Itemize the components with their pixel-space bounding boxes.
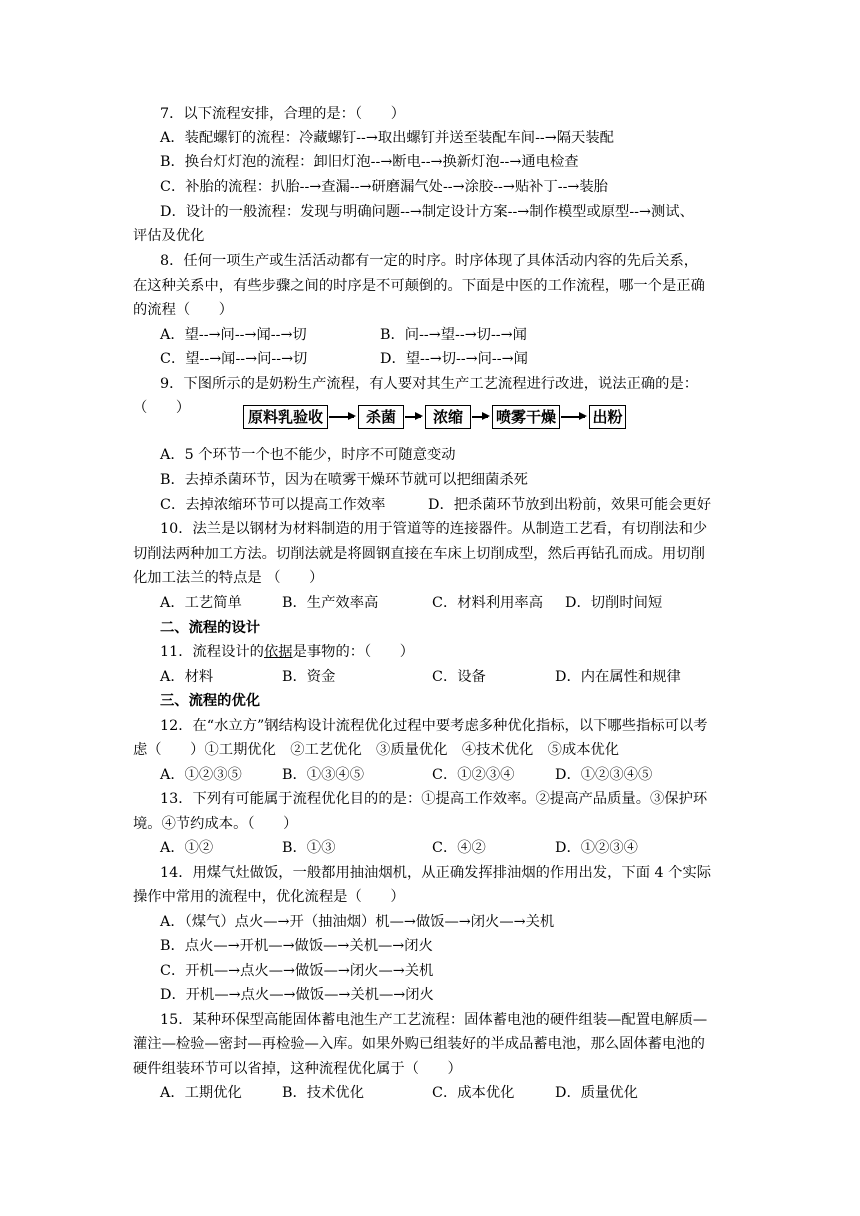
q15-option-d: D．质量优化	[555, 1085, 638, 1101]
q12-stem-1: 12．在“水立方”钢结构设计流程优化过程中要考虑多种优化指标，以下哪些指标可以考	[160, 718, 708, 734]
q9-option-d: D．把杀菌环节放到出粉前，效果可能会更好	[428, 497, 712, 513]
q13-option-a: A．①②	[160, 840, 214, 856]
q11-option-d: D．内在属性和规律	[555, 669, 681, 685]
q10-stem-2: 切削法两种加工方法。切削法就是将圆钢直接在车床上切削成型，然后再钻孔而成。用切削	[133, 546, 705, 562]
q7-stem: 7．以下流程安排，合理的是：（ ）	[160, 106, 405, 122]
q10-option-c: C．材料利用率高	[432, 595, 544, 611]
q15-stem-2: 灌注—检验—密封—再检验—入库。如果外购已组装好的半成品蓄电池，那么固体蓄电池的	[133, 1036, 705, 1052]
q9-option-a: A．5 个环节一个也不能少，时序不可随意变动	[160, 447, 456, 463]
q14-option-c: C．开机—→点火—→做饭—→闭火—→关机	[160, 963, 434, 979]
q12-option-c: C．①②③④	[432, 767, 515, 783]
q8-option-c: C．望--→闻--→问--→切	[160, 351, 308, 367]
q10-option-a: A．工艺简单	[160, 595, 242, 611]
q10-stem-1: 10．法兰是以钢材为材料制造的用于管道等的连接器件。从制造工艺看，有切削法和少	[160, 521, 708, 537]
q11-option-a: A．材料	[160, 669, 214, 685]
flow-arrow	[472, 416, 488, 418]
q11-stem-post: 是事物的：（ ）	[292, 644, 415, 660]
q8-option-d: D．望--→切--→问--→闻	[380, 351, 528, 367]
q15-option-b: B．技术优化	[282, 1085, 364, 1101]
flow-step-spray-dry: 喷雾干燥	[492, 405, 560, 429]
q8-stem-2: 在这种关系中，有些步骤之间的时序是不可颠倒的。下面是中医的工作流程，哪一个是正确	[133, 278, 705, 294]
q7-option-b: B．换台灯灯泡的流程：卸旧灯泡--→断电--→换新灯泡--→通电检查	[160, 154, 579, 170]
q13-option-d: D．①②③④	[555, 840, 638, 856]
q12-option-a: A．①②③⑤	[160, 767, 242, 783]
q12-option-b: B．①③④⑤	[282, 767, 364, 783]
q14-option-b: B．点火—→开机—→做饭—→关机—→闭火	[160, 938, 433, 954]
q11-stem-pre: 11．流程设计的	[160, 644, 264, 660]
flow-step-output: 出粉	[589, 405, 626, 429]
q11-option-b: B．资金	[282, 669, 336, 685]
q7-option-d: D．设计的一般流程：发现与明确问题--→制定设计方案--→制作模型或原型--→测试、	[160, 204, 694, 220]
q15-stem-3: 硬件组装环节可以省掉，这种流程优化属于（ ）	[133, 1061, 462, 1077]
q9-option-c: C．去掉浓缩环节可以提高工作效率	[160, 497, 386, 513]
q12-option-d: D．①②③④⑤	[555, 767, 653, 783]
section-heading-design: 二、流程的设计	[160, 620, 261, 636]
q9-option-b: B．去掉杀菌环节，因为在喷雾干燥环节就可以把细菌杀死	[160, 472, 528, 488]
flow-step-concentrate: 浓缩	[425, 405, 471, 429]
q7-option-c: C．补胎的流程：扒胎--→查漏--→研磨漏气处--→涂胶--→贴补丁--→装胎	[160, 179, 608, 195]
q10-option-d: D．切削时间短	[565, 595, 663, 611]
q14-option-d: D．开机—→点火—→做饭—→关机—→闭火	[160, 987, 434, 1003]
q14-stem-1: 14．用煤气灶做饭，一般都用抽油烟机，从正确发挥排油烟的作用出发，下面 4 个实际	[160, 865, 712, 881]
q15-option-c: C．成本优化	[432, 1085, 515, 1101]
q13-option-c: C．④②	[432, 840, 486, 856]
q13-stem-2: 境。④节约成本。（ ）	[133, 816, 298, 832]
q8-option-a: A．望--→问--→闻--→切	[160, 327, 307, 343]
flow-step-sterilize: 杀菌	[358, 405, 404, 429]
q14-stem-2: 操作中常用的流程中，优化流程是（ ）	[133, 889, 405, 905]
q15-stem-1: 15．某种环保型高能固体蓄电池生产工艺流程：固体蓄电池的硬件组装—配置电解质—	[160, 1012, 708, 1028]
q7-option-a: A．装配螺钉的流程：冷藏螺钉--→取出螺钉并送至装配车间--→隔天装配	[160, 130, 614, 146]
q9-stem-1: 9．下图所示的是奶粉生产流程，有人要对其生产工艺流程进行改进，说法正确的是：	[160, 376, 699, 392]
q10-option-b: B．生产效率高	[282, 595, 379, 611]
flow-step-raw-milk: 原料乳验收	[243, 405, 328, 429]
flow-arrow	[329, 416, 354, 418]
q11-option-c: C．设备	[432, 669, 486, 685]
q8-option-b: B．问--→望--→切--→闻	[380, 327, 527, 343]
q12-stem-2: 虑（ ）①工期优化 ②工艺优化 ③质量优化 ④技术优化 ⑤成本优化	[133, 742, 620, 758]
flow-arrow	[405, 416, 421, 418]
q11-stem-underlined: 依据	[263, 644, 293, 660]
q15-option-a: A．工期优化	[160, 1085, 242, 1101]
q14-option-a: A．（煤气）点火—→开（抽油烟）机—→做饭—→闭火—→关机	[160, 914, 555, 930]
q10-stem-3: 化加工法兰的特点是 （ ）	[133, 570, 324, 586]
q9-stem-2: （ ）	[133, 400, 191, 416]
q8-stem-1: 8．任何一项生产或生活活动都有一定的时序。时序体现了具体活动内容的先后关系，	[160, 253, 699, 269]
q8-stem-3: 的流程（ ）	[133, 302, 234, 318]
q13-stem-1: 13．下列有可能属于流程优化目的的是：①提高工作效率。②提高产品质量。③保护环	[160, 791, 708, 807]
section-heading-optimization: 三、流程的优化	[160, 693, 261, 709]
q13-option-b: B．①③	[282, 840, 336, 856]
flow-arrow	[561, 416, 585, 418]
q11-stem	[160, 642, 414, 662]
q7-option-d-cont: 评估及优化	[133, 228, 205, 244]
